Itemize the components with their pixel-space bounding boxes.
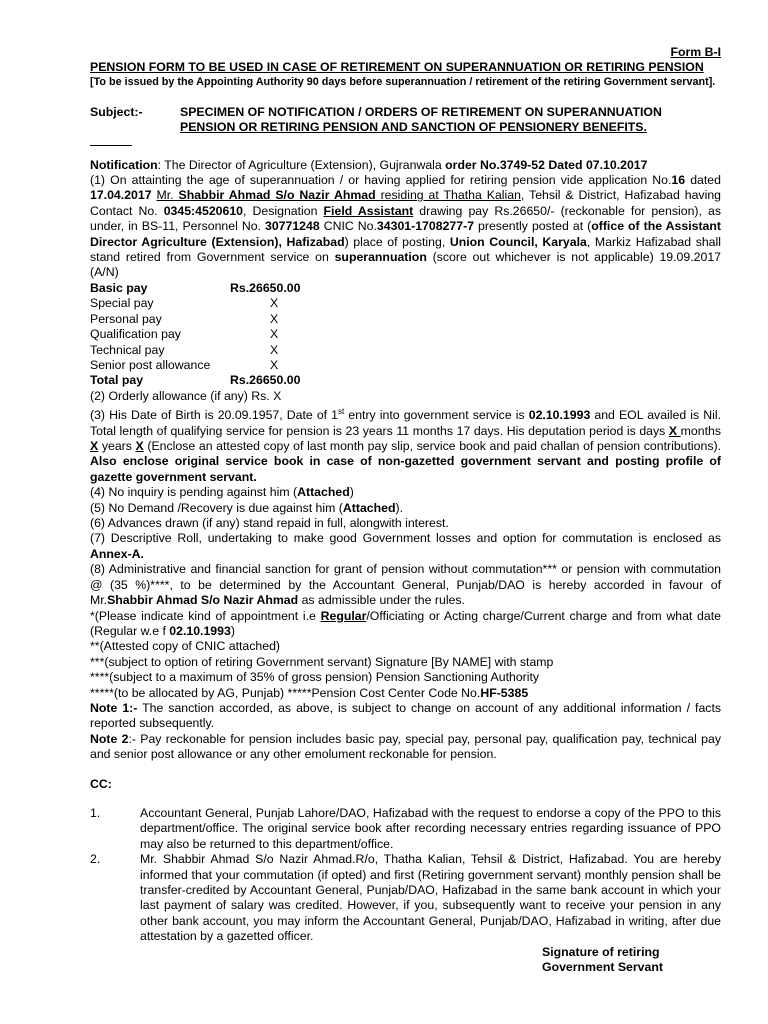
- p1-text-f: , Designation: [243, 203, 324, 218]
- signature-block: [542, 945, 721, 976]
- pay-row: [90, 327, 300, 342]
- deputation-days: X: [668, 423, 681, 438]
- form-subtitle-note: [To be issued by the Appointing Authority 90 days before superannuation / retirement of the retiring Government servant].: [90, 75, 716, 88]
- pay-row: [90, 281, 300, 296]
- cc-item-number: 2.: [90, 852, 101, 867]
- p1-text-i: presently posted at (: [474, 219, 592, 234]
- pay-value: Rs.26650.00: [230, 373, 301, 388]
- cc-item: [90, 852, 721, 944]
- pay-label: Special pay: [90, 296, 154, 311]
- subject-text: [180, 105, 721, 136]
- fn1-text-a: *(Please indicate kind of appointment i.e: [90, 608, 321, 623]
- pay-row: [90, 296, 300, 311]
- note-1: [90, 701, 721, 732]
- paragraph-4: [90, 485, 721, 500]
- p8-text-a: (8) Administrative and financial sanction for grant of pension without commutation*** or pension with commutation @ (35 %)****, to be determined by the Accountant General, Punjab/DAO is hereby accorded in favour of Mr.: [90, 562, 721, 608]
- pay-value: X: [270, 296, 279, 311]
- p1-mr: Mr.: [156, 188, 179, 203]
- paragraph-8: [90, 562, 721, 608]
- p8-name: Shabbir Ahmad S/o Nazir Ahmad: [107, 593, 299, 608]
- note-2-text: :- Pay reckonable for pension includes basic pay, special pay, personal pay, qualification pay, technical pay and senior post allowance or any other emolument reckonable for pension.: [90, 731, 721, 762]
- fn1-date: 02.10.1993: [169, 623, 231, 638]
- cc-list: [90, 806, 721, 945]
- notification-line: [90, 158, 721, 173]
- pay-label: Senior post allowance: [90, 357, 211, 372]
- application-number: 16: [671, 173, 686, 188]
- cc-item-number: 1.: [90, 805, 101, 820]
- p1-text-g: drawing pay Rs.26650/- (reckonable for pension), as under, in BS-11, Personnel No.: [90, 203, 721, 234]
- cc-item: [90, 806, 721, 852]
- pay-row: [90, 343, 300, 358]
- contact-number: 0345:4520610: [163, 203, 244, 218]
- p7-annex: Annex-A.: [90, 546, 144, 561]
- form-number: Form B-I: [670, 45, 721, 59]
- pay-table: [90, 281, 300, 389]
- pay-value: X: [270, 327, 279, 342]
- p5-close: ).: [395, 500, 404, 515]
- paragraph-5: [90, 501, 721, 516]
- p3-text-a: (3) His Date of Birth is 20.09.1957, Date of 1: [90, 408, 339, 423]
- pay-row: [90, 373, 300, 388]
- form-title: PENSION FORM TO BE USED IN CASE OF RETIREMENT ON SUPERANNUATION OR RETIRING PENSION: [90, 60, 704, 75]
- subject-line-2: PENSION OR RETIRING PENSION AND SANCTION OF PENSIONERY BENEFITS.: [180, 120, 647, 135]
- p3-text-e: years: [98, 439, 136, 454]
- p3-text-c: and EOL availed is Nil. Total length of qualifying service for pension is 23 years 11 months 17 days. His deputation period is days: [90, 408, 722, 438]
- note-1-text: The sanction accorded, as above, is subject to change on account of any additional information / facts reported subsequently.: [90, 700, 722, 731]
- notification-authority: : The Director of Agriculture (Extension), Gujranwala: [157, 157, 446, 172]
- pay-label: Technical pay: [90, 342, 165, 357]
- deputation-years: X: [135, 439, 144, 454]
- pay-row: [90, 358, 300, 373]
- p1-text-a: (1) On attainting the age of superannuation / or having applied for retiring pension vide application No.: [90, 173, 672, 188]
- application-date: 17.04.2017: [90, 188, 152, 203]
- fn1-close: ): [230, 623, 235, 638]
- retirement-type: superannuation: [334, 250, 427, 265]
- p1-text-j: ) place of posting,: [344, 234, 450, 249]
- p4-attached: Attached: [297, 485, 350, 500]
- p3-service-book-note: Also enclose original service book in case of non-gazetted government servant and posting profile of gazette government servant.: [90, 454, 721, 484]
- pay-label: Qualification pay: [90, 327, 181, 342]
- union-council: Union Council, Karyala: [449, 234, 587, 249]
- p4-close: ): [349, 485, 354, 500]
- cc-item-text: Accountant General, Punjab Lahore/DAO, Hafizabad with the request to endorse a copy of the PPO to this department/office. The original service book after recording necessary entries regarding issuance of PPO may also be returned to this department/office.: [140, 805, 721, 851]
- p4-text: (4) No inquiry is pending against him (: [90, 485, 298, 500]
- cc-label: CC:: [90, 776, 112, 791]
- cc-item-text: Mr. Shabbir Ahmad S/o Nazir Ahmad.R/o, Thatha Kalian, Tehsil & District, Hafizabad. You are hereby informed that your commutation (if opted) and first (Retiring government servant) monthly pension shall be transfer-credited by Accountant General, Punjab/DAO, Hafizabad in the same bank account in which your last payment of salary was credited. However, if you, subsequently want to receive your pension in any other bank account, you may inform the Accountant General, Punjab/DAO, Hafizabad in writing, after due attestation by a gazetted officer.: [140, 852, 721, 944]
- paragraph-3: [90, 404, 721, 485]
- subject-label: Subject:-: [90, 104, 143, 119]
- p1-text-b: dated: [685, 173, 721, 188]
- designation: Field Assistant: [323, 203, 414, 218]
- pay-value: Rs.26650.00: [230, 280, 301, 295]
- p3-text-b: entry into government service is: [344, 408, 529, 423]
- footnote-2: **(Attested copy of CNIC attached): [90, 639, 281, 654]
- pay-value: X: [270, 342, 279, 357]
- p3-superscript: st: [338, 407, 345, 417]
- pay-value: X: [270, 311, 279, 326]
- footnote-3: ***(subject to option of retiring Government servant) Signature [By NAME] with stamp: [90, 654, 554, 669]
- entry-date: 02.10.1993: [528, 408, 591, 423]
- p1-text-k: , Markiz Hafizabad shall stand retired from Government service on: [90, 234, 721, 265]
- paragraph-6: (6) Advances drawn (if any) stand repaid in full, alongwith interest.: [90, 516, 449, 531]
- footnote-4: ****(subject to a maximum of 35% of gross pension) Pension Sanctioning Authority: [90, 670, 540, 685]
- pay-value: X: [270, 357, 279, 372]
- p7-text: (7) Descriptive Roll, undertaking to make good Government losses and option for commutation is enclosed as: [90, 531, 721, 546]
- p3-text-f: (Enclose an attested copy of last month pay slip, service book and paid challan of pension contributions).: [143, 439, 721, 454]
- notification-order: order No.3749-52 Dated 07.10.2017: [445, 157, 648, 172]
- p3-text-d: months: [680, 423, 721, 438]
- footnote-5: [90, 686, 721, 701]
- personnel-number: 30771248: [264, 219, 320, 234]
- p1-text-l: (score out whichever is not applicable) 19.09.2017 (A/N): [90, 250, 721, 280]
- pay-label: Total pay: [90, 373, 144, 388]
- cost-center-code: HF-5385: [480, 685, 529, 700]
- notification-label: Notification: [90, 157, 158, 172]
- employee-name: Shabbir Ahmad S/o Nazir Ahmad: [178, 188, 376, 203]
- p1-text-h: CNIC No.: [319, 219, 377, 234]
- footnote-1: [90, 609, 721, 640]
- p5-text: (5) No Demand /Recovery is due against him (: [90, 500, 343, 515]
- p5-attached: Attached: [342, 500, 396, 515]
- note-1-label: Note 1:-: [90, 700, 138, 715]
- subject-block: [90, 105, 721, 136]
- deputation-months: X: [90, 439, 99, 454]
- signature-line-1: Signature of retiring: [542, 944, 660, 959]
- p8-text-c: as admissible under the rules.: [298, 593, 465, 608]
- divider-rule: [90, 145, 132, 146]
- note-2-label: Note 2: [90, 731, 129, 746]
- document-page: [90, 45, 721, 975]
- signature-line-2: Government Servant: [542, 960, 663, 975]
- paragraph-1: [90, 173, 721, 281]
- cnic-number: 34301-1708277-7: [376, 219, 475, 234]
- fn1-text-c: /Officiating or Acting charge/Current charge and from what date (Regular w.e f: [90, 608, 721, 638]
- p1-text-e: , Tehsil & District, Hafizabad having Contact No.: [90, 188, 721, 218]
- pay-label: Basic pay: [90, 280, 148, 295]
- posting-office: office of the Assistant Director Agriculture (Extension), Hafizabad: [90, 219, 722, 249]
- note-2: [90, 732, 721, 763]
- p1-residence: residing at Thatha Kalian: [375, 188, 521, 203]
- fn1-regular: Regular: [320, 608, 367, 623]
- paragraph-2: (2) Orderly allowance (if any) Rs. X: [90, 388, 282, 403]
- fn5-text: *****(to be allocated by AG, Punjab) *****Pension Cost Center Code No.: [90, 685, 481, 700]
- pay-row: [90, 312, 300, 327]
- pay-label: Personal pay: [90, 311, 162, 326]
- paragraph-7: [90, 531, 721, 562]
- subject-line-1: SPECIMEN OF NOTIFICATION / ORDERS OF RETIREMENT ON SUPERANNUATION: [180, 104, 662, 119]
